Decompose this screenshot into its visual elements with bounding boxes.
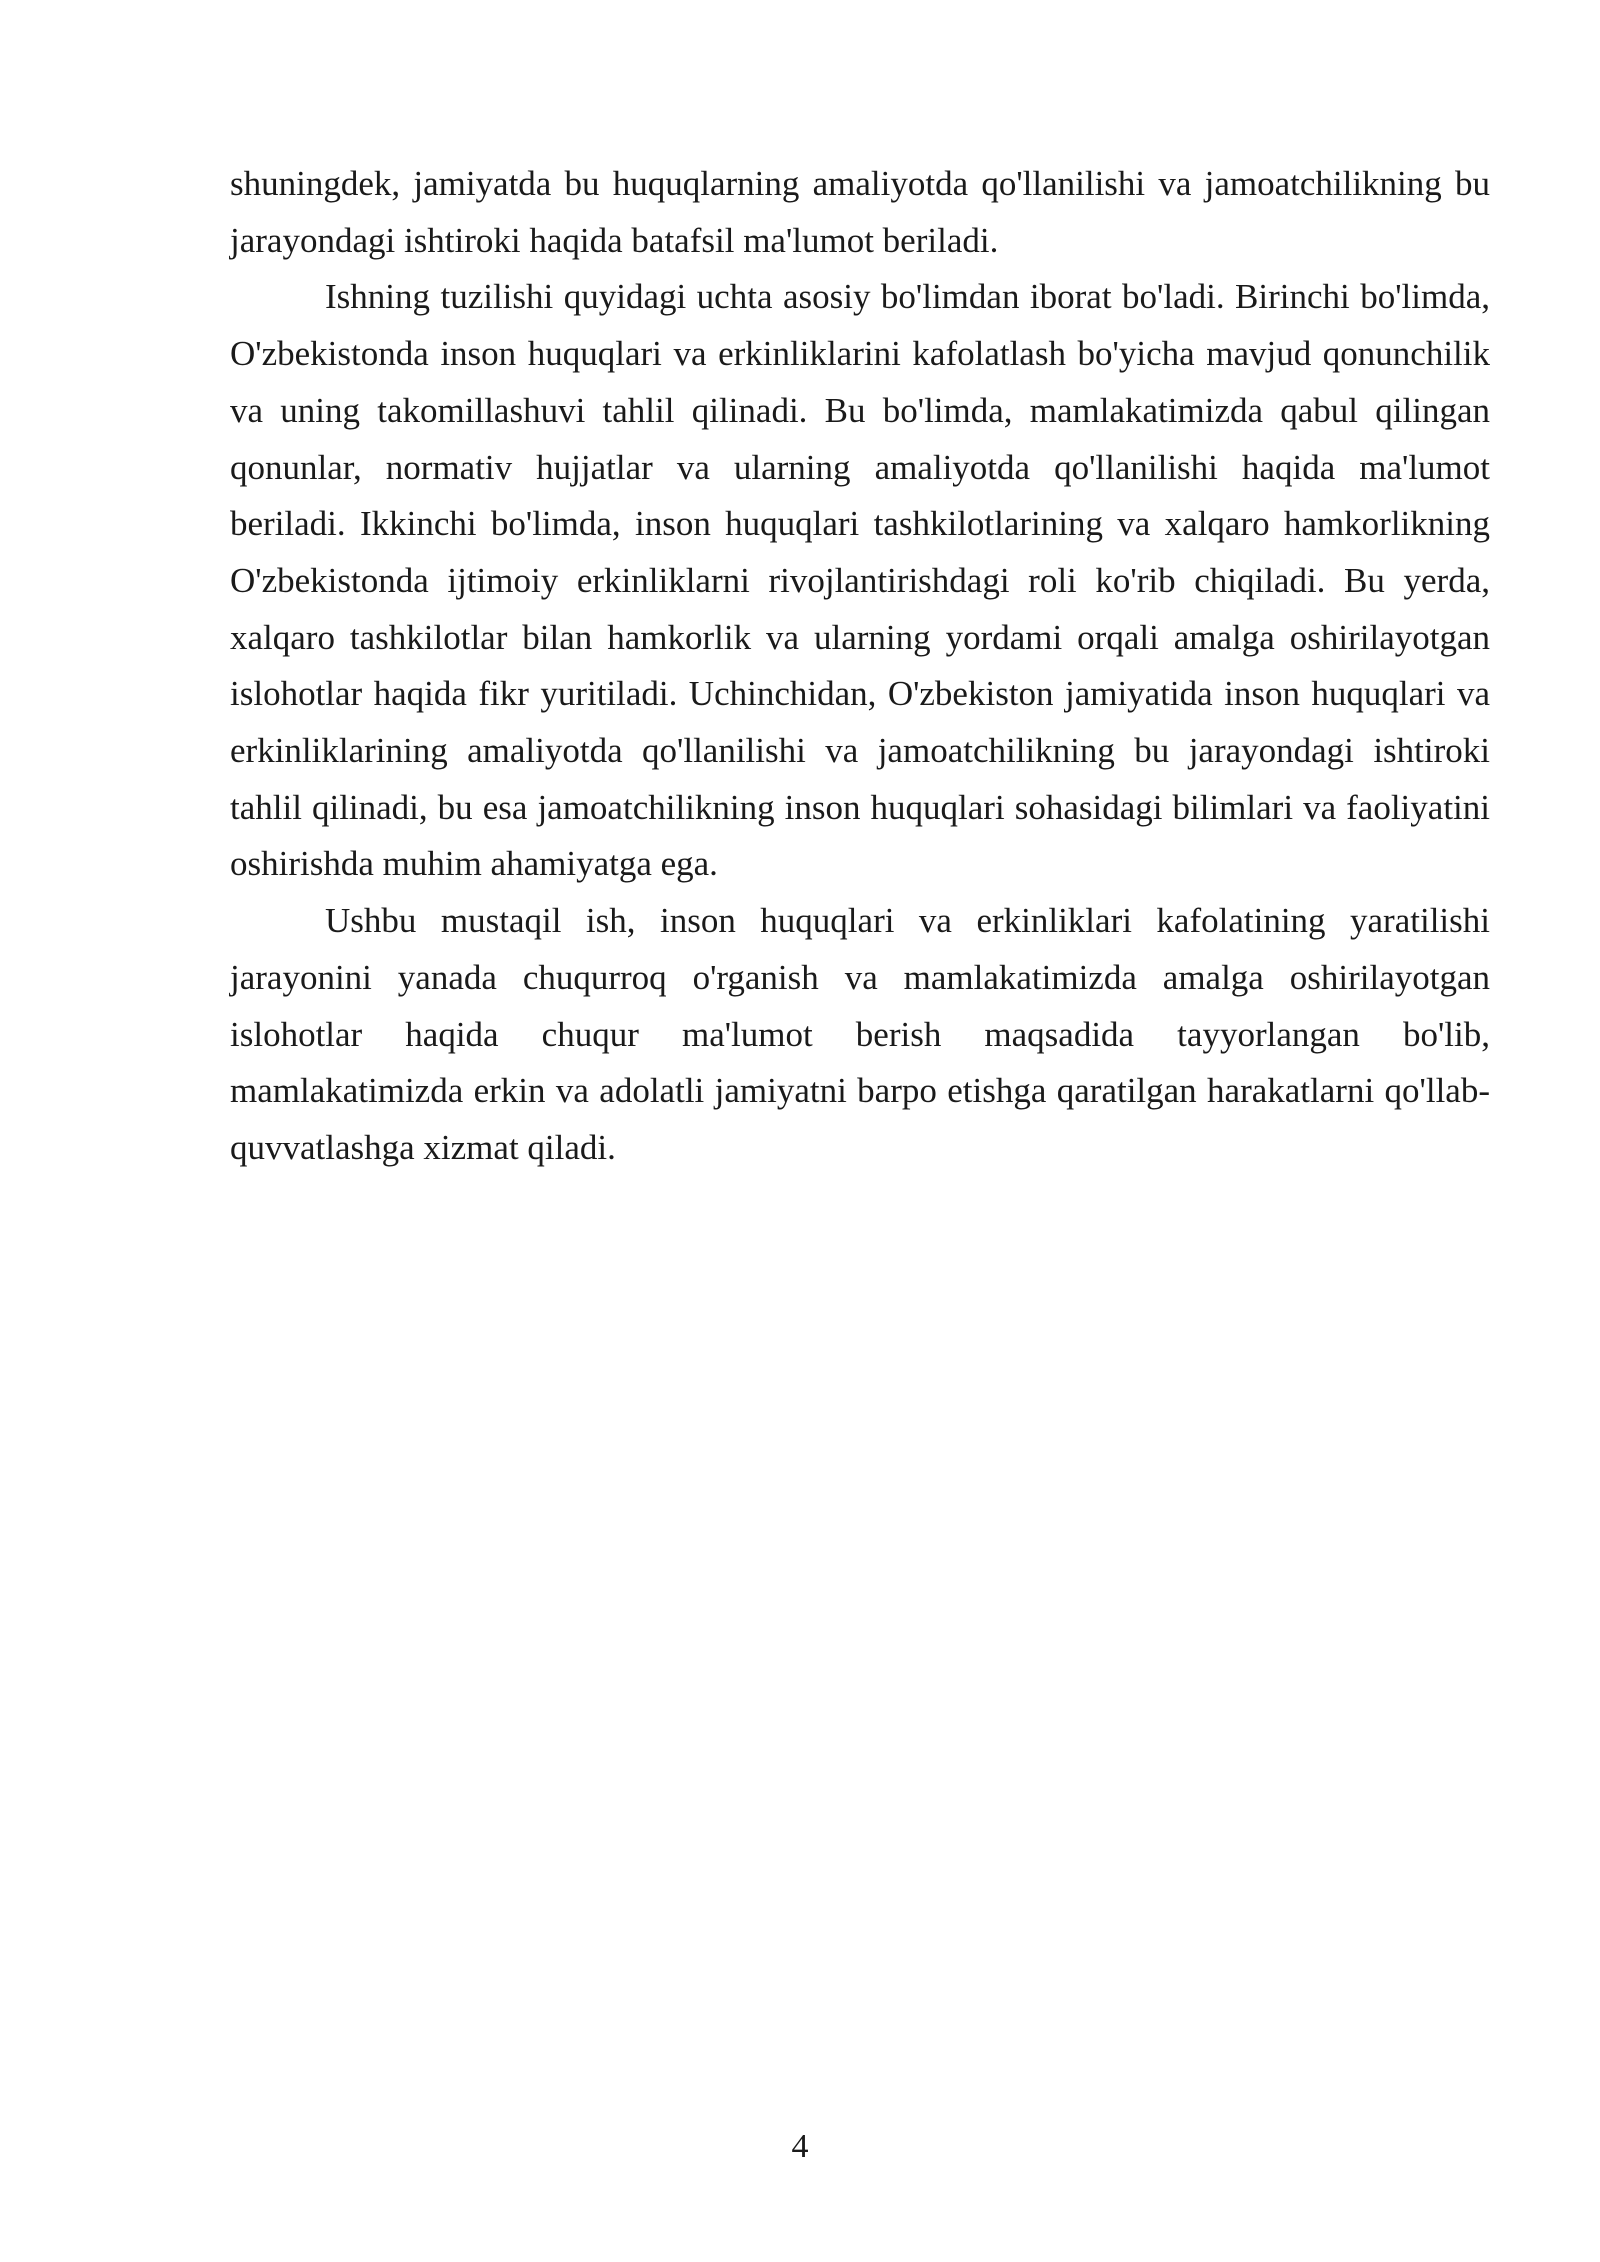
paragraph-purpose: Ushbu mustaqil ish, inson huquqlari va erkinliklari kafolatining yaratilishi jarayonini yanada chuqurroq o'rganish va mamlakatimizda amalga oshirilayotgan islohotlar haqida chuqur ma'lumot berish maqsadida tayyorlangan bo'lib, mamlakatimizda erkin va adolatli jamiyatni barpo etishga qaratilgan harakatlarni qo'llab-quvvatlashga xizmat qiladi. xyxy=(230,901,1490,1167)
paragraph-structure: Ishning tuzilishi quyidagi uchta asosiy bo'limdan iborat bo'ladi. Birinchi bo'limda, O'zbekistonda inson huquqlari va erkinliklarini kafolatlash bo'yicha mavjud qonunchilik va uning takomillashuvi tahlil qilinadi. Bu bo'limda, mamlakatimizda qabul qilingan qonunlar, normativ hujjatlar va ularning amaliyotda qo'llanilishi haqida ma'lumot beriladi. Ikkinchi bo'limda, inson huquqlari tashkilotlarining va xalqaro hamkorlikning O'zbekistonda ijtimoiy erkinliklarni rivojlantirishdagi roli ko'rib chiqiladi. Bu yerda, xalqaro tashkilotlar bilan hamkorlik va ularning yordami orqali amalga oshirilayotgan islohotlar haqida fikr yuritiladi. Uchinchidan, O'zbekiston jamiyatida inson huquqlari va erkinliklarining amaliyotda qo'llanilishi va jamoatchilikning bu jarayondagi ishtiroki tahlil qilinadi, bu esa jamoatchilikning inson huquqlari sohasidagi bilimlari va faoliyatini oshirishda muhim ahamiyatga ega. xyxy=(230,277,1490,884)
page-number: 4 xyxy=(791,2128,809,2165)
paragraph-continuation: shuningdek, jamiyatda bu huquqlarning amaliyotda qo'llanilishi va jamoatchilikning bu jarayondagi ishtiroki haqida batafsil ma'lumot beriladi. xyxy=(230,164,1490,260)
body-text xyxy=(230,156,1490,1177)
